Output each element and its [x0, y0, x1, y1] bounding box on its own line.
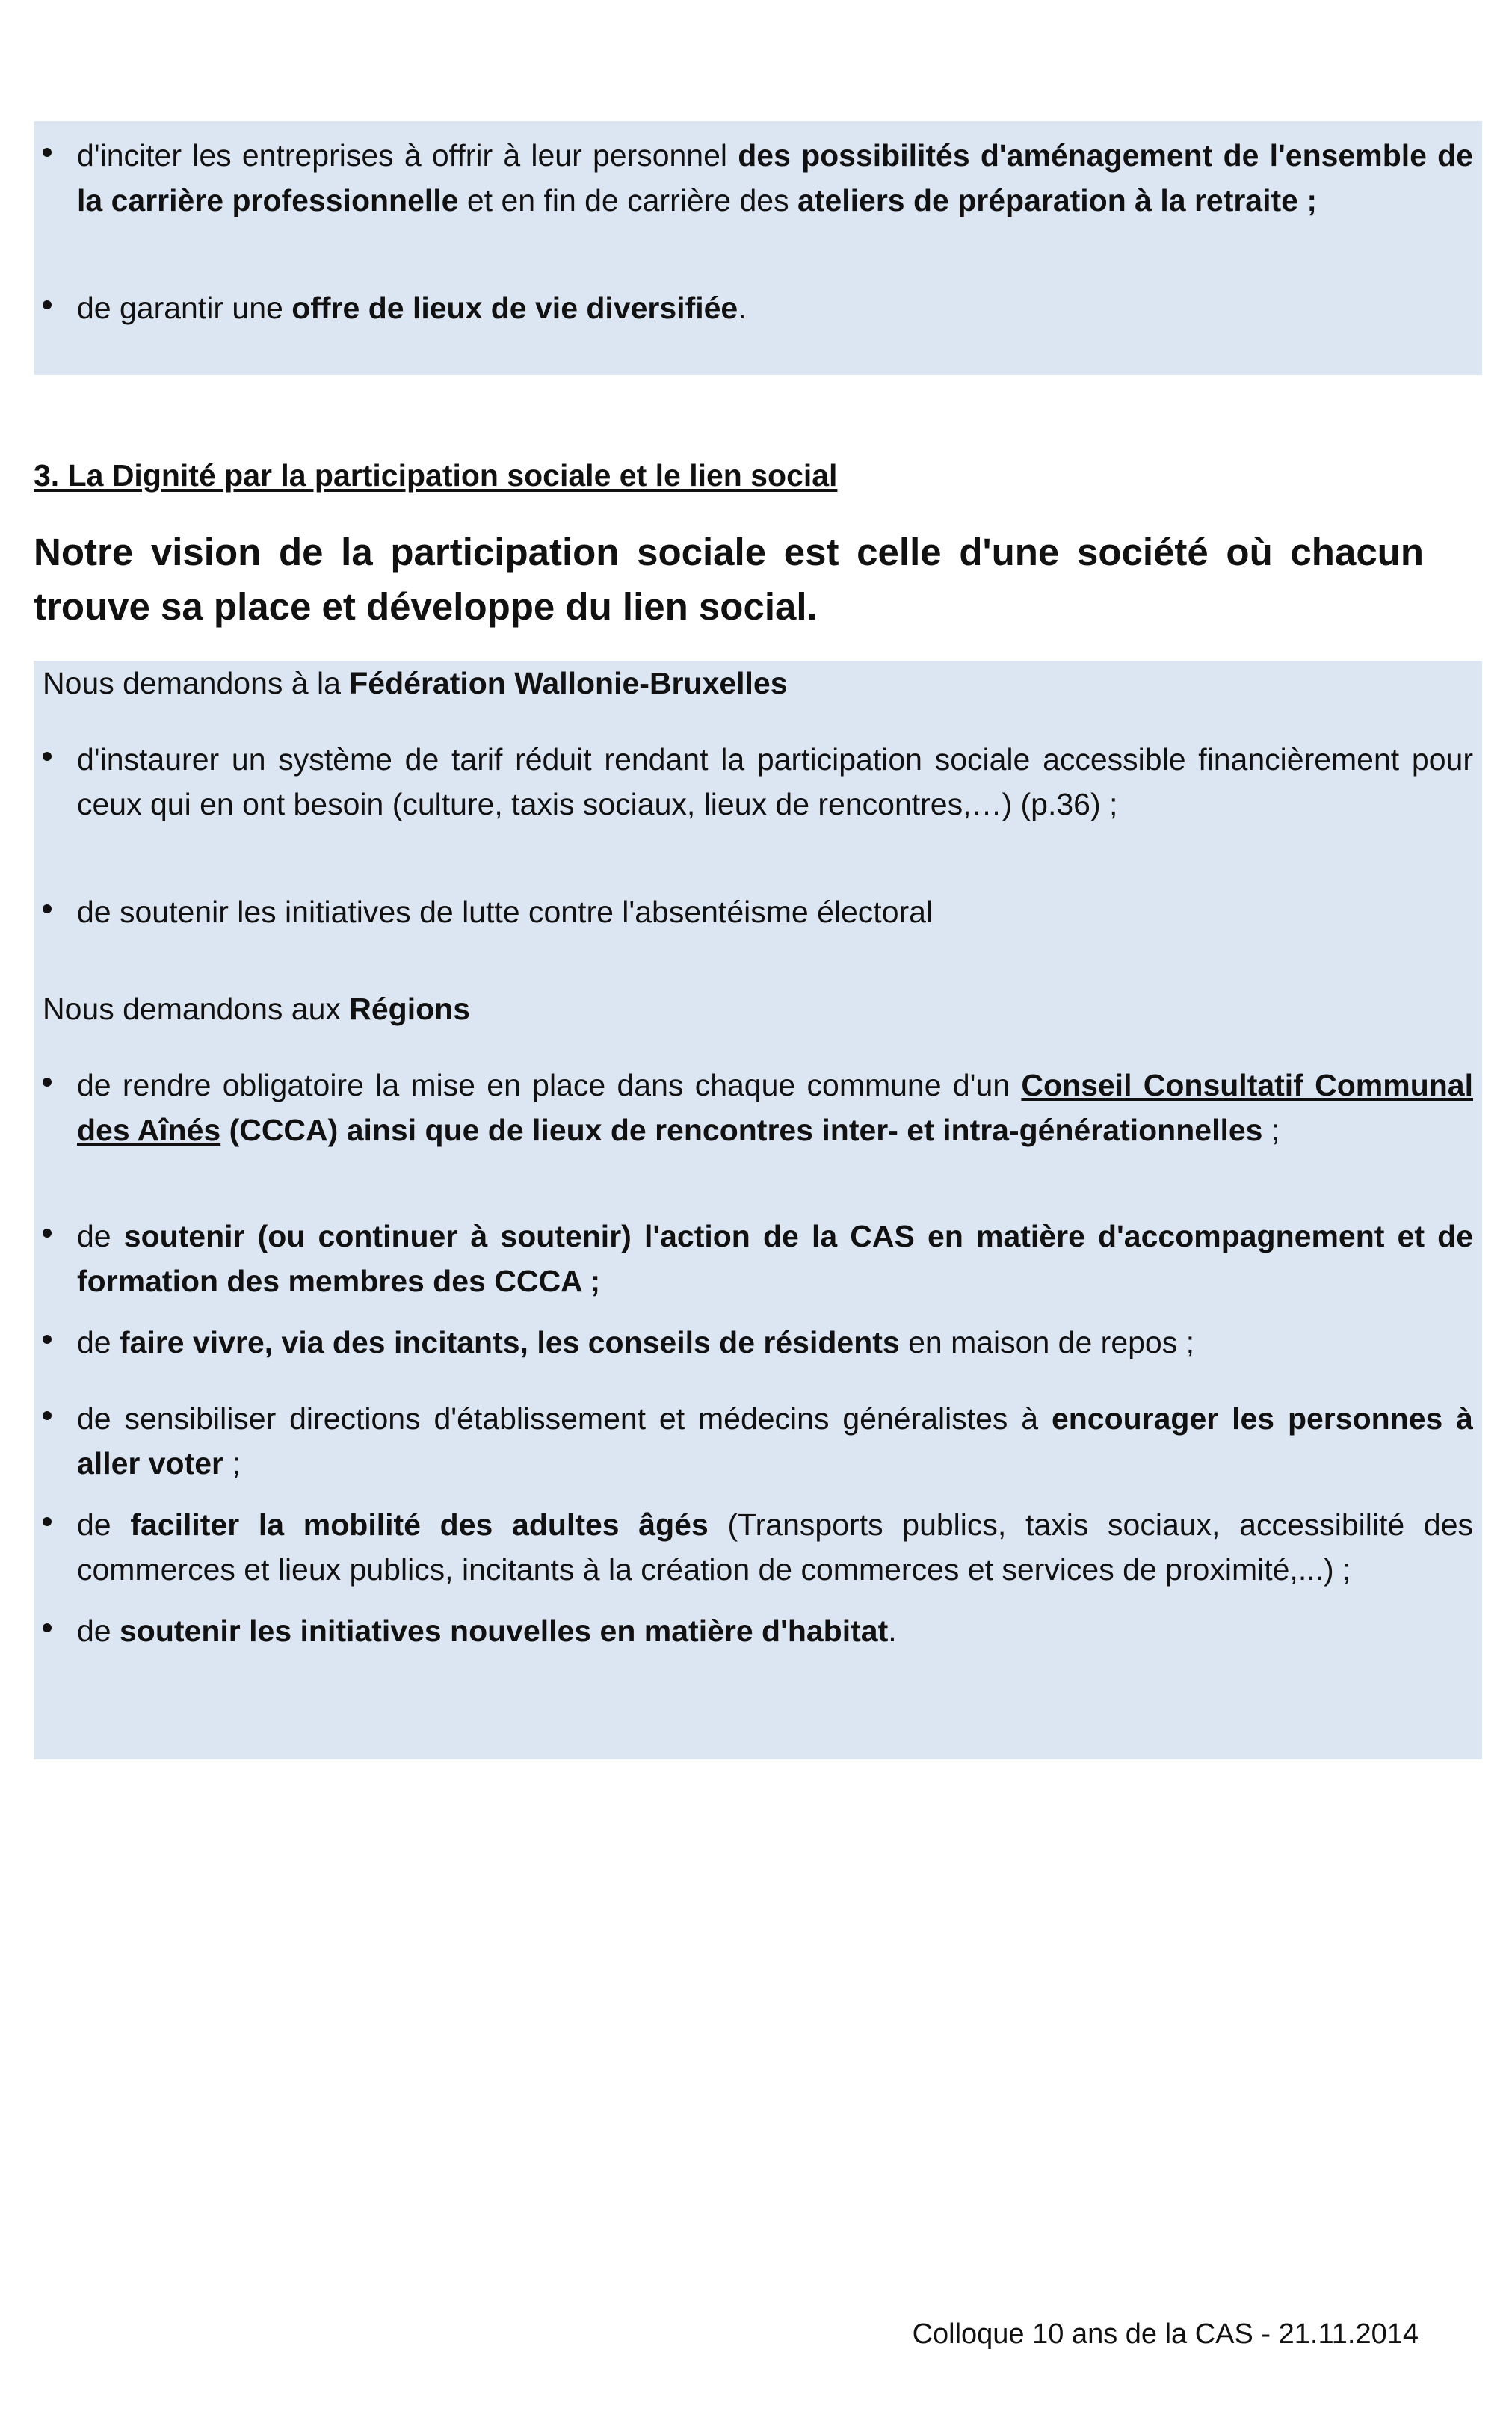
bullet-icon — [43, 1517, 52, 1526]
bullet-icon — [43, 1078, 52, 1087]
demands-box: Nous demandons à la Fédération Wallonie-Bruxelles d'instaurer un système de tarif réduit rendant la participation sociale accessible financièrement pour ceux qui en ont besoin (culture, taxis sociaux, lieux de rencontres,…) (p.36) ; de soutenir les initiatives de lutte contre l'absentéisme électoral Nous demandons aux Régions de rendre obligatoire la mise en place dans chaque commune d'un Conseil Consultatif Communal des Aînés (CCCA) ainsi que de lieux de rencontres inter- et intra-générationnelles ; de soutenir (ou continuer à soutenir) l'action de la CAS en matière d'accompagnement et de formation des membres des CCCA ; de faire vivre, via des incitants, les conseils de résidents en maison de repos ; de sensibiliser directions d'établissement et médecins généralistes à encourager les personnes à aller voter ; de faciliter la mobilité des adultes âgés (Transports publics, taxis sociaux, accessibilité des commerces et lieux publics, incitants à la création de commerces et services de proximité,...) ; de soutenir les initiatives nouvelles en matière d'habitat. — [34, 661, 1482, 1759]
bullet-icon — [43, 752, 52, 761]
demands-box-continued: d'inciter les entreprises à offrir à leur personnel des possibilités d'aménagement de l'ensemble de la carrière professionnelle et en fin de carrière des ateliers de préparation à la retraite ; de garantir une offre de lieux de vie diversifiée. — [34, 121, 1482, 375]
page-footer: Colloque 10 ans de la CAS - 21.11.2014 — [912, 2318, 1419, 2350]
bullet-icon — [43, 1335, 52, 1344]
demands-intro-federation: Nous demandons à la Fédération Wallonie-Bruxelles — [43, 666, 788, 700]
bullet-icon — [43, 904, 52, 913]
bullet-icon — [43, 148, 52, 157]
bullet-icon — [43, 300, 52, 309]
section-heading: 3. La Dignité par la participation sociale et le lien social — [34, 458, 838, 493]
vision-statement: Notre vision de la participation sociale est celle d'une société où chacun trouve sa place et développe du lien social. — [34, 531, 1424, 628]
demands-intro-regions: Nous demandons aux Régions — [43, 992, 471, 1026]
bullet-icon — [43, 1623, 52, 1632]
bullet-icon — [43, 1229, 52, 1238]
bullet-icon — [43, 1411, 52, 1420]
